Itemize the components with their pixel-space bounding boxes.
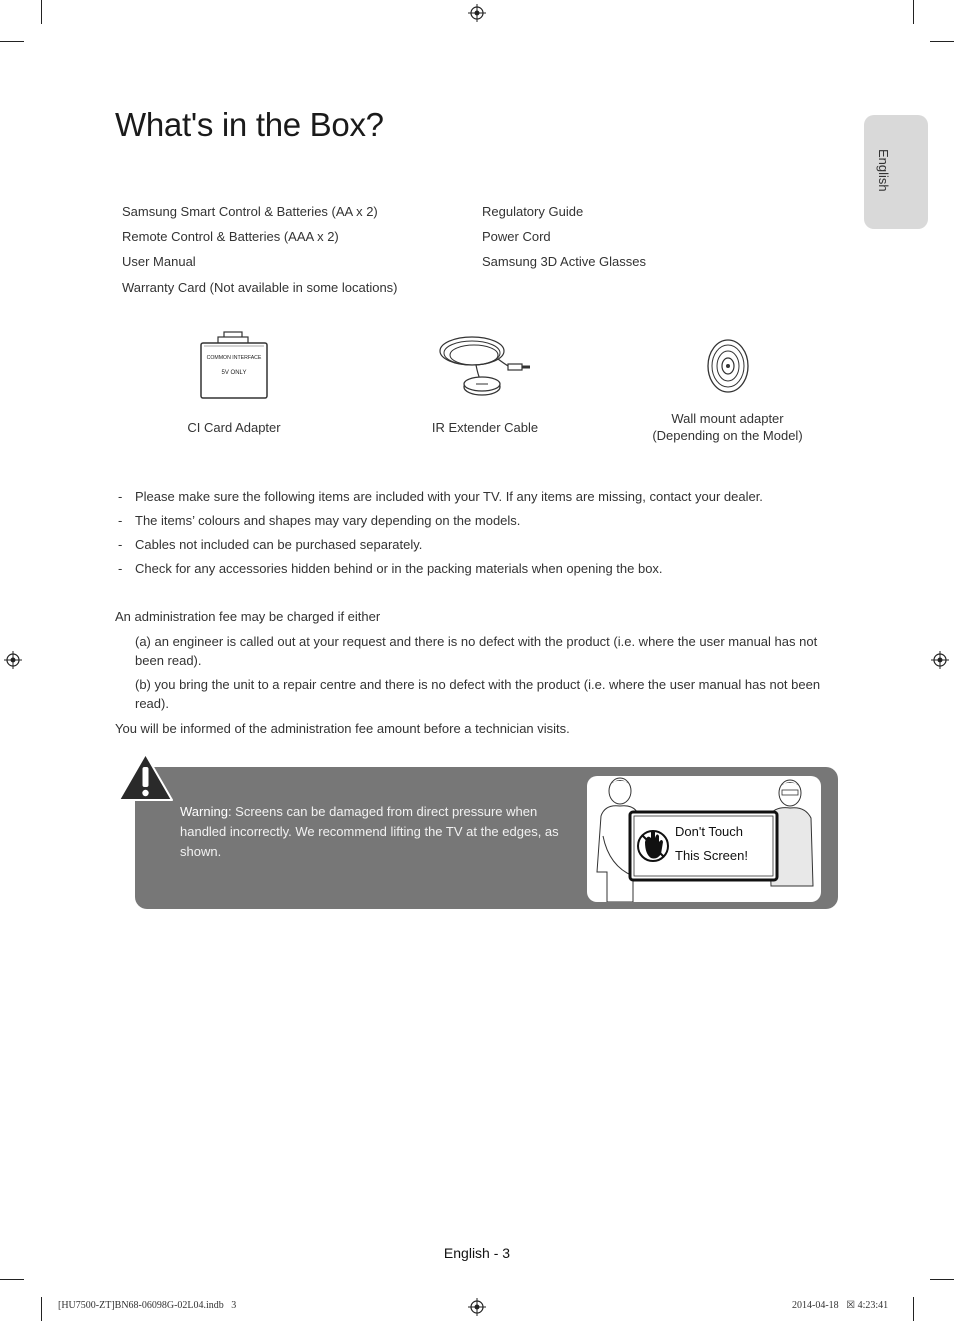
accessory-caption: IR Extender Cable xyxy=(431,420,539,435)
list-item: User Manual xyxy=(122,254,196,269)
admin-fee-condition-a: (a) an engineer is called out at your request and there is no defect with the product (i.e. where the user manual has not been read). xyxy=(135,634,818,668)
language-tab xyxy=(864,115,928,229)
crop-mark xyxy=(0,1279,24,1280)
warning-message: : Screens can be damaged from direct pressure when handled incorrectly. We recommend lifting the TV at the edges, as shown. xyxy=(180,804,559,859)
crop-mark xyxy=(913,1297,914,1321)
print-slug-timestamp: 2014-04-18 ☒ 4:23:41 xyxy=(792,1300,889,1311)
crop-mark xyxy=(930,1279,954,1280)
ci-card-label: COMMON INTERFACE xyxy=(206,355,262,361)
wall-mount-adapter-icon xyxy=(704,338,752,394)
registration-mark-icon xyxy=(931,651,949,669)
warning-triangle-icon xyxy=(117,752,174,802)
list-item: Power Cord xyxy=(482,229,551,244)
registration-mark-icon xyxy=(4,651,22,669)
list-item: Remote Control & Batteries (AAA x 2) xyxy=(122,229,339,244)
list-item: Samsung Smart Control & Batteries (AA x 2) xyxy=(122,204,378,219)
admin-fee-condition-b: (b) you bring the unit to a repair centre and there is no defect with the product (i.e. where the user manual has not been read). xyxy=(135,677,821,711)
warning-label: Warning xyxy=(180,804,228,819)
ir-extender-cable-icon xyxy=(436,329,534,399)
page-title: What's in the Box? xyxy=(115,106,384,143)
admin-fee-intro: An administration fee may be charged if either xyxy=(115,609,381,624)
accessory-caption: CI Card Adapter xyxy=(187,420,281,435)
list-item: Warranty Card (Not available in some locations) xyxy=(122,280,398,295)
registration-mark-icon xyxy=(468,1298,486,1316)
crop-mark xyxy=(41,0,42,24)
list-item: Regulatory Guide xyxy=(482,204,584,219)
note-item: - Please make sure the following items are included with your TV. If any items are missing, contact your dealer. xyxy=(118,489,763,504)
page-number: English - 3 xyxy=(443,1245,511,1261)
crop-mark xyxy=(913,0,914,24)
crop-mark xyxy=(0,41,24,42)
tv-warning-line-1: Don't Touch xyxy=(675,824,744,839)
admin-fee-outro: You will be informed of the administration fee amount before a technician visits. xyxy=(115,721,570,736)
tv-warning-line-2: This Screen! xyxy=(675,848,748,863)
ci-card-adapter-icon xyxy=(198,331,270,401)
crop-mark xyxy=(41,1297,42,1321)
note-item: - Cables not included can be purchased separately. xyxy=(118,537,423,552)
language-tab-label: English xyxy=(876,149,891,192)
accessory-caption: Wall mount adapter xyxy=(671,411,784,426)
registration-mark-icon xyxy=(468,4,486,22)
people-lifting-tv-icon xyxy=(587,776,821,902)
list-item: Samsung 3D Active Glasses xyxy=(482,254,647,269)
crop-mark xyxy=(930,41,954,42)
ci-card-voltage-label: 5V ONLY xyxy=(221,370,247,376)
lifting-tv-illustration xyxy=(587,776,821,902)
print-slug-file: [HU7500-ZT]BN68-06098G-02L04.indb 3 xyxy=(58,1300,237,1311)
note-item: - Check for any accessories hidden behind or in the packing materials when opening the box. xyxy=(118,561,663,576)
accessory-caption-note: (Depending on the Model) xyxy=(652,428,803,443)
warning-text xyxy=(180,802,565,862)
note-item: - The items’ colours and shapes may vary depending on the models. xyxy=(118,513,521,528)
